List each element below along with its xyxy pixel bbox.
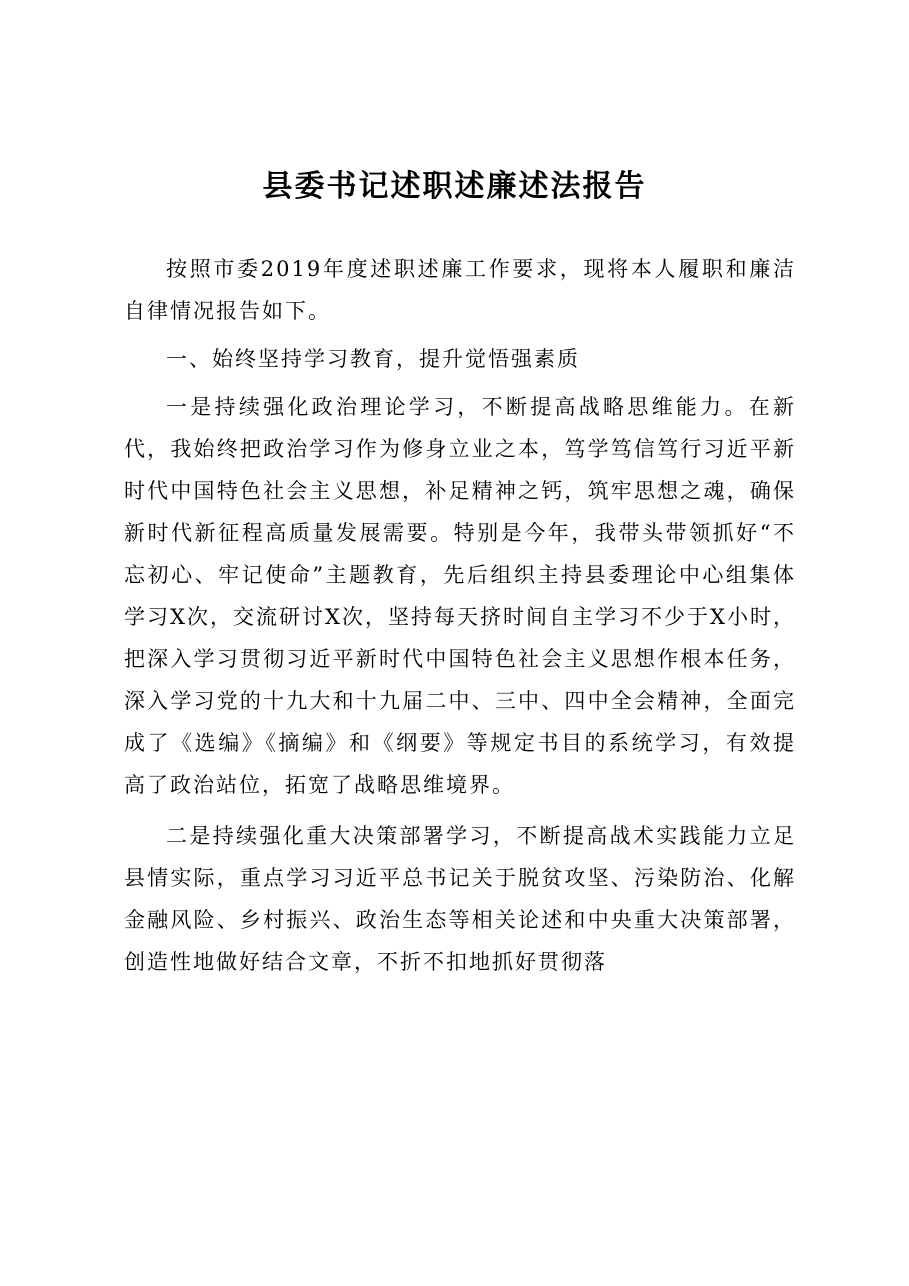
section-heading: 一、始终坚持学习教育，提升觉悟强素质 [166,347,580,371]
paragraph-intro: 按照市委2019年度述职述廉工作要求，现将本人履职和廉洁自律情况报告如下。 [124,257,796,323]
paragraph-point-one: 一是持续强化政治理论学习，不断提高战略思维能力。在新代，我始终把政治学习作为修身立业之本，笃学笃信笃行习近平新时代中国特色社会主义思想，补足精神之钙，筑牢思想之魂，确保新时代新征程高质量发展需要。特别是今年，我带头带领抓好“不忘初心、牢记使命”主题教育，先后组织主持县委理论中心组集体学习X次，交流研讨X次，坚持每天挤时间自主学习不少于X小时，把深入学习贯彻习近平新时代中国特色社会主义思想作根本任务，深入学习党的十九大和十九届二中、三中、四中全会精神，全面完成了《选编》《摘编》和《纲要》等规定书目的系统学习，有效提高了政治站位，拓宽了战略思维境界。 [124,395,796,797]
document-body [124,248,796,983]
paragraph-point-two: 二是持续强化重大决策部署学习，不断提高战术实践能力立足县情实际，重点学习习近平总书记关于脱贫攻坚、污染防治、化解金融风险、乡村振兴、政治生态等相关论述和中央重大决策部署，创造性地做好结合文章，不折不扣地抓好贯彻落 [124,824,796,974]
document-title: 县委书记述职述廉述法报告 [262,169,647,204]
